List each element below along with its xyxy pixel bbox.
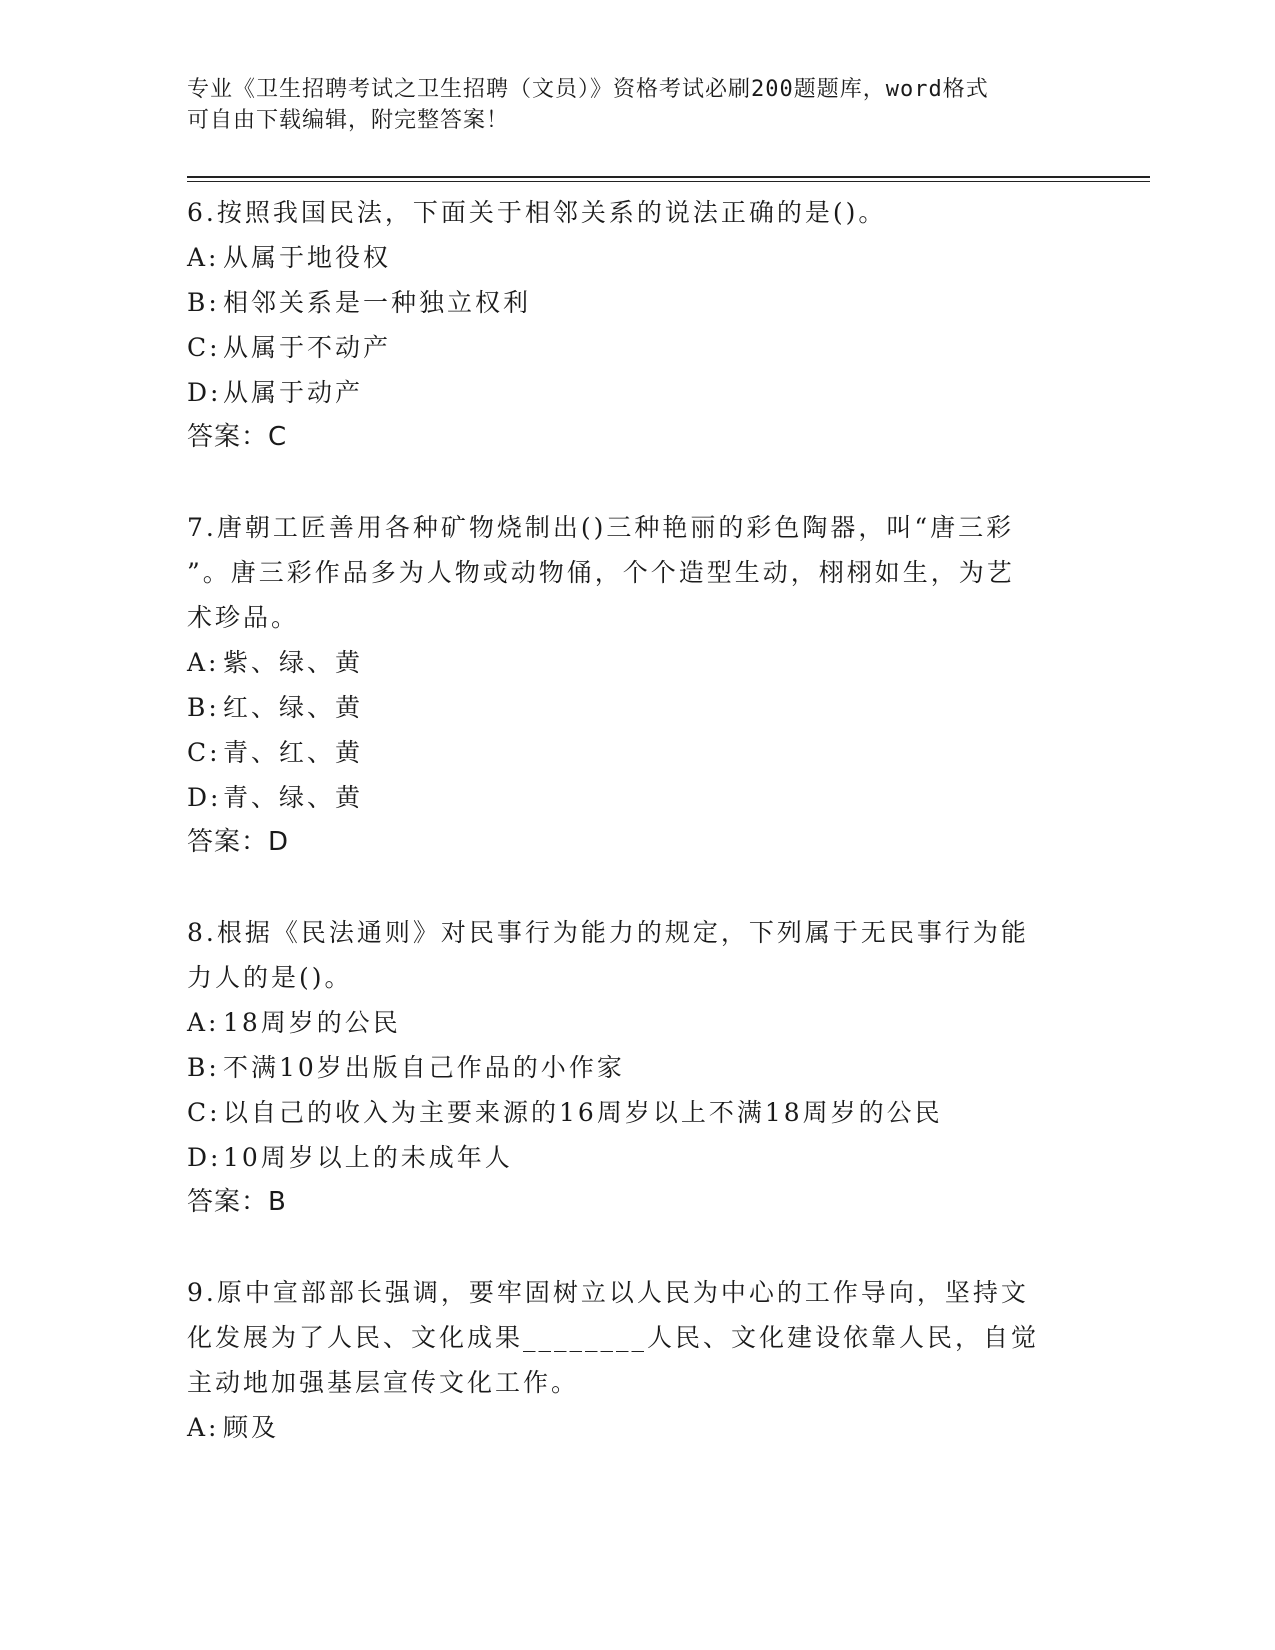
option-label: C:	[187, 738, 221, 767]
stem-line: 8.根据《民法通则》对民事行为能力的规定，下列属于无民事行为能	[187, 918, 1029, 947]
option-label: D:	[187, 783, 222, 812]
option-label: D:	[187, 1143, 222, 1172]
option-c	[187, 325, 1067, 370]
option-b	[187, 280, 1067, 325]
option-label: A:	[187, 1008, 220, 1037]
option-d	[187, 370, 1067, 415]
question-stem	[187, 1270, 1067, 1405]
option-text: 青、绿、黄	[223, 783, 364, 812]
option-label: C:	[187, 1098, 221, 1127]
option-text: 10周岁以上的未成年人	[223, 1143, 513, 1172]
question-7	[187, 505, 1067, 865]
stem-line: 化发展为了人民、文化成果________人民、文化建设依靠人民，自觉	[187, 1323, 1040, 1352]
answer-line: 答案：C	[187, 422, 288, 452]
question-list	[187, 190, 1067, 1450]
option-label: D:	[187, 378, 222, 407]
question-spacer	[187, 460, 1067, 505]
header-line-2: 可自由下载编辑，附完整答案！	[187, 108, 510, 133]
question-stem	[187, 190, 1067, 235]
option-text: 不满10岁出版自己作品的小作家	[223, 1053, 625, 1082]
option-label: B:	[187, 288, 220, 317]
question-spacer	[187, 865, 1067, 910]
option-text: 从属于动产	[223, 378, 364, 407]
document-header	[187, 74, 1067, 136]
stem-line: 术珍品。	[187, 603, 300, 632]
header-rule-thick	[187, 176, 1150, 178]
option-text: 18周岁的公民	[223, 1008, 401, 1037]
option-text: 紫、绿、黄	[223, 648, 364, 677]
option-label: C:	[187, 333, 221, 362]
option-label: A:	[187, 1413, 220, 1442]
option-d	[187, 775, 1067, 820]
question-spacer	[187, 1225, 1067, 1270]
option-a	[187, 235, 1067, 280]
option-c	[187, 1090, 1067, 1135]
question-stem	[187, 505, 1067, 640]
option-label: B:	[187, 1053, 220, 1082]
option-label: A:	[187, 243, 220, 272]
option-a	[187, 640, 1067, 685]
option-label: B:	[187, 693, 220, 722]
answer-line: 答案：D	[187, 827, 290, 857]
stem-line: 力人的是()。	[187, 963, 353, 992]
stem-line: 6.按照我国民法，下面关于相邻关系的说法正确的是()。	[187, 198, 887, 227]
stem-line: 7.唐朝工匠善用各种矿物烧制出()三种艳丽的彩色陶器，叫“唐三彩	[187, 513, 1015, 542]
question-stem	[187, 910, 1067, 1000]
option-b	[187, 1045, 1067, 1090]
option-label: A:	[187, 648, 220, 677]
option-text: 红、绿、黄	[223, 693, 364, 722]
option-a	[187, 1000, 1067, 1045]
question-8	[187, 910, 1067, 1225]
option-text: 以自己的收入为主要来源的16周岁以上不满18周岁的公民	[223, 1098, 943, 1127]
option-text: 从属于地役权	[223, 243, 392, 272]
question-9	[187, 1270, 1067, 1450]
stem-line: 主动地加强基层宣传文化工作。	[187, 1368, 580, 1397]
stem-line: ”。唐三彩作品多为人物或动物俑，个个造型生动，栩栩如生，为艺	[187, 558, 1015, 587]
header-line-1: 专业《卫生招聘考试之卫生招聘（文员）》资格考试必刷200题题库，word格式	[187, 77, 989, 102]
option-text: 青、红、黄	[223, 738, 364, 767]
header-rule-thin	[187, 181, 1150, 182]
stem-line: 9.原中宣部部长强调，要牢固树立以人民为中心的工作导向，坚持文	[187, 1278, 1029, 1307]
option-text: 相邻关系是一种独立权利	[223, 288, 532, 317]
answer-line: 答案：B	[187, 1187, 287, 1217]
option-b	[187, 685, 1067, 730]
option-text: 顾及	[223, 1413, 280, 1442]
option-c	[187, 730, 1067, 775]
option-a	[187, 1405, 1067, 1450]
option-text: 从属于不动产	[223, 333, 392, 362]
question-6	[187, 190, 1067, 460]
option-d	[187, 1135, 1067, 1180]
